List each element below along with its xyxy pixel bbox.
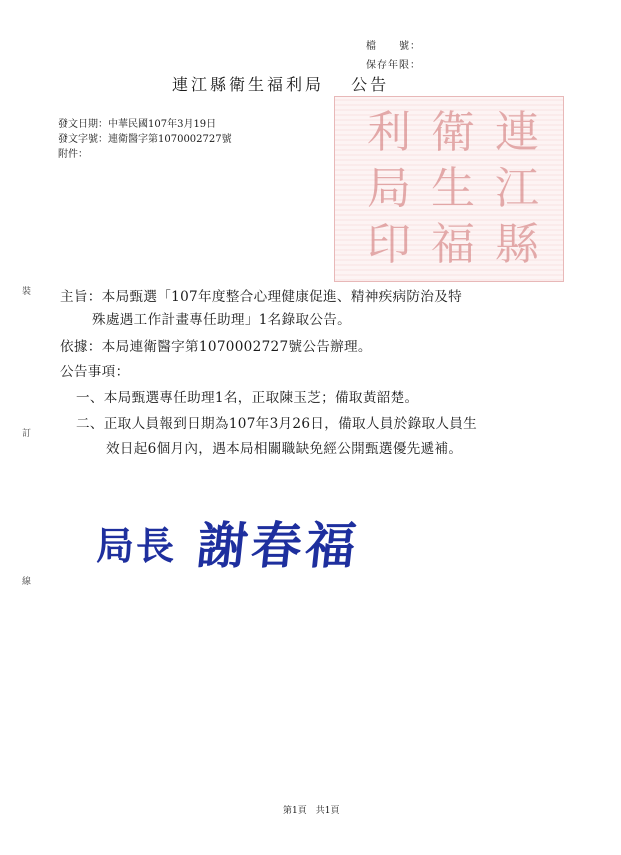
items-heading: 公告事項： xyxy=(60,364,130,380)
director-signature xyxy=(96,496,396,588)
file-number-label: 檔 號： xyxy=(366,41,421,52)
page-number: 第1頁 共1頁 xyxy=(283,806,340,816)
seal-glyph: 縣 xyxy=(495,219,539,270)
subject-line-1: 主旨：本局甄選「107年度整合心理健康促進、精神疾病防治及特 xyxy=(60,289,462,305)
seal-glyph: 生 xyxy=(431,163,475,214)
document-number: 發文字號：連衛醫字第1070002727號 xyxy=(58,134,232,145)
seal-glyph: 局 xyxy=(367,163,411,214)
announcement-item-2-line-1: 二、正取人員報到日期為107年3月26日，備取人員於錄取人員生 xyxy=(76,416,478,432)
attachment-label: 附件： xyxy=(58,149,88,160)
staple-mark: 訂 xyxy=(22,429,32,439)
seal-glyph: 連 xyxy=(495,107,539,158)
subject-line-2: 殊處遇工作計畫專任助理」1名錄取公告。 xyxy=(92,312,352,328)
document-title: 連江縣衛生福利局 公告 xyxy=(172,75,390,94)
signature-name: 謝春福 xyxy=(194,516,363,575)
seal-glyph: 印 xyxy=(367,219,411,270)
seal-glyph: 利 xyxy=(367,107,411,158)
official-seal xyxy=(334,96,564,282)
retention-label: 保存年限： xyxy=(366,60,421,71)
announcement-item-2-line-2: 效日起6個月內，遇本局相關職缺免經公開甄選優先遞補。 xyxy=(106,441,463,457)
line-mark: 線 xyxy=(22,577,32,587)
bind-mark: 裝 xyxy=(22,287,32,297)
seal-glyph: 福 xyxy=(431,219,475,270)
basis-line: 依據：本局連衛醫字第1070002727號公告辦理。 xyxy=(60,339,372,355)
seal-glyph: 江 xyxy=(495,163,539,214)
signature-title: 局長 xyxy=(96,522,177,568)
issue-date: 發文日期：中華民國107年3月19日 xyxy=(58,119,217,130)
announcement-item-1: 一、本局甄選專任助理1名，正取陳玉芝；備取黃韶楚。 xyxy=(76,390,419,406)
seal-glyph: 衛 xyxy=(431,107,475,158)
